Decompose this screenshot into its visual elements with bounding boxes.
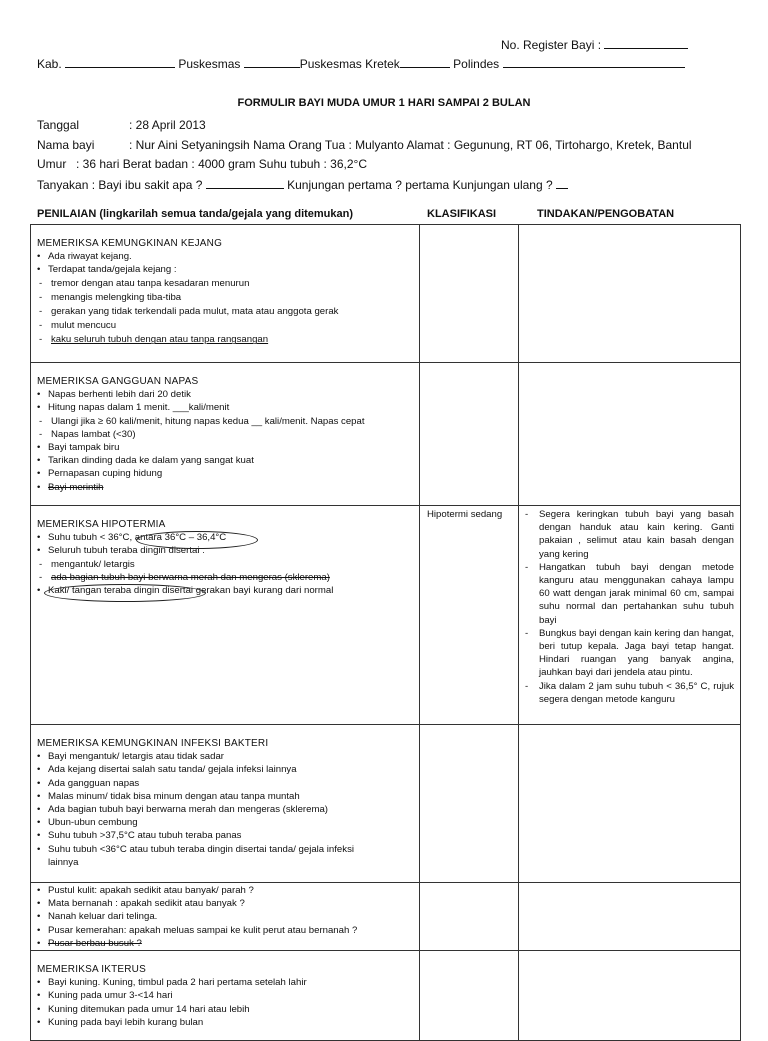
kab-label: Kab. bbox=[37, 57, 62, 71]
lokal-klasifikasi[interactable] bbox=[420, 883, 519, 951]
kejang-sign: - mulut mencucu bbox=[39, 319, 419, 333]
lokal-item: • Nanah keluar dari telinga. bbox=[37, 910, 419, 923]
register-line bbox=[501, 37, 688, 52]
napas-title: MEMERIKSA GANGGUAN NAPAS bbox=[37, 376, 199, 387]
row-napas bbox=[31, 363, 741, 506]
ikterus-item: • Kuning pada bayi lebih kurang bulan bbox=[37, 1016, 419, 1029]
tanggal-value: : 28 April 2013 bbox=[129, 118, 206, 132]
header-penilaian: PENILAIAN (lingkarilah semua tanda/gejala yang ditemukan) bbox=[37, 208, 354, 220]
tanyakan-field[interactable] bbox=[206, 177, 284, 189]
row-infeksi bbox=[31, 725, 741, 883]
row-hipotermia bbox=[31, 506, 741, 725]
tanggal-label: Tanggal bbox=[37, 118, 80, 132]
ikterus-title: MEMERIKSA IKTERUS bbox=[37, 964, 146, 976]
row-kejang bbox=[31, 225, 741, 363]
napas-sub: - Napas lambat (<30) bbox=[39, 428, 419, 441]
header-tindakan: TINDAKAN/PENGOBATAN bbox=[537, 208, 675, 220]
napas-item: • Bayi merintih bbox=[37, 481, 419, 494]
circle-mark bbox=[44, 584, 206, 602]
row-ikterus bbox=[31, 951, 741, 1041]
infeksi-item: • Ada bagian tubuh bayi berwarna merah dan mengeras (sklerema) bbox=[37, 803, 419, 816]
lokal-penilaian bbox=[31, 883, 420, 951]
infeksi-item: • Suhu tubuh >37,5°C atau tubuh teraba panas bbox=[37, 829, 419, 842]
tindakan-item: - Jika dalam 2 jam suhu tubuh < 36,5° C, rujuk segera dengan metode kanguru bbox=[523, 680, 734, 706]
umur-value: : 36 hari Berat badan : 4000 gram Suhu tubuh : 36,2°C bbox=[76, 157, 367, 171]
ikterus-item: • Kuning ditemukan pada umur 14 hari atau lebih bbox=[37, 1003, 419, 1016]
ikterus-item: • Bayi kuning. Kuning, timbul pada 2 hari pertama setelah lahir bbox=[37, 976, 419, 989]
infeksi-tindakan[interactable] bbox=[519, 725, 741, 883]
kejang-item: • Terdapat tanda/gejala kejang : bbox=[37, 263, 419, 276]
napas-item: • Napas berhenti lebih dari 20 detik bbox=[37, 388, 419, 401]
puskesmas-field[interactable] bbox=[244, 56, 300, 68]
lokal-item: • Pusar kemerahan: apakah meluas sampai ke kulit perut atau bernanah ? bbox=[37, 924, 419, 937]
hipotermia-tindakan[interactable] bbox=[519, 506, 741, 725]
lokal-item: • Pusar berbau busuk ? bbox=[37, 937, 419, 950]
puskesmas-value-line bbox=[400, 56, 450, 68]
puskesmas-value: Puskesmas Kretek bbox=[299, 57, 400, 71]
napas-sub: - Ulangi jika ≥ 60 kali/menit, hitung napas kedua __ kali/menit. Napas cepat bbox=[39, 415, 419, 428]
tanyakan-text: Tanyakan : Bayi ibu sakit apa ? bbox=[37, 178, 203, 192]
napas-item: • Tarikan dinding dada ke dalam yang sangat kuat bbox=[37, 454, 419, 467]
kunjungan-field[interactable] bbox=[556, 177, 568, 189]
napas-item: • Hitung napas dalam 1 menit. ___kali/menit bbox=[37, 401, 419, 414]
infeksi-item: • Suhu tubuh <36°C atau tubuh teraba dingin disertai tanda/ gejala infeksi lainnya bbox=[37, 843, 419, 869]
kab-field[interactable] bbox=[65, 56, 175, 68]
kejang-sign: - menangis melengking tiba-tiba bbox=[39, 291, 419, 305]
lokal-item: • Pustul kulit: apakah sedikit atau banyak/ parah ? bbox=[37, 884, 419, 897]
infeksi-item: • Bayi mengantuk/ letargis atau tidak sadar bbox=[37, 750, 419, 763]
klasifikasi-value: Hipotermi sedang bbox=[427, 509, 503, 520]
lokal-item: • Mata bernanah : apakah sedikit atau banyak ? bbox=[37, 897, 419, 910]
lokal-tindakan[interactable] bbox=[519, 883, 741, 951]
kejang-penilaian bbox=[31, 225, 420, 363]
tanyakan-line bbox=[37, 177, 568, 192]
infeksi-item: • Malas minum/ tidak bisa minum dengan atau tanpa muntah bbox=[37, 790, 419, 803]
napas-item: • Bayi tampak biru bbox=[37, 441, 419, 454]
hipotermia-item: • Suhu tubuh < 36°C, antara 36°C – 36,4°C bbox=[37, 531, 419, 544]
kejang-sign: - kaku seluruh tubuh dengan atau tanpa rangsangan bbox=[39, 333, 419, 347]
kejang-item: • Ada riwayat kejang. bbox=[37, 250, 419, 263]
napas-penilaian bbox=[31, 363, 420, 506]
kejang-sign: - tremor dengan atau tanpa kesadaran menurun bbox=[39, 277, 419, 291]
ikterus-item: • Kuning pada umur 3-<14 hari bbox=[37, 989, 419, 1002]
hipotermia-sub: - mengantuk/ letargis bbox=[39, 558, 419, 571]
infeksi-item: • Ada gangguan napas bbox=[37, 777, 419, 790]
register-field[interactable] bbox=[604, 37, 688, 49]
polindes-field[interactable] bbox=[503, 56, 685, 68]
nama-label: Nama bayi bbox=[37, 138, 95, 152]
puskesmas-label: Puskesmas bbox=[178, 57, 241, 71]
hipotermia-penilaian bbox=[31, 506, 420, 725]
nama-value: : Nur Aini Setyaningsih Nama Orang Tua : Mulyanto Alamat : Gegunung, RT 06, Tirtohargo, Kretek, Bantul bbox=[129, 138, 692, 152]
infeksi-item: • Ada kejang disertai salah satu tanda/ gejala infeksi lainnya bbox=[37, 763, 419, 776]
kejang-klasifikasi[interactable] bbox=[420, 225, 519, 363]
infeksi-penilaian bbox=[31, 725, 420, 883]
register-label: No. Register Bayi : bbox=[501, 38, 602, 52]
ikterus-klasifikasi[interactable] bbox=[420, 951, 519, 1041]
napas-tindakan[interactable] bbox=[519, 363, 741, 506]
kejang-tindakan[interactable] bbox=[519, 225, 741, 363]
infeksi-title: MEMERIKSA KEMUNGKINAN INFEKSI BAKTERI bbox=[37, 738, 269, 749]
hipotermia-item: • Seluruh tubuh teraba dingin disertai : bbox=[37, 544, 419, 557]
tindakan-item: - Hangatkan tubuh bayi dengan metode kanguru atau menggunakan cahaya lampu 60 watt dengan jarak minimal 60 cm, sampai suhu normal dan pertahankan suhu tubuh bayi bbox=[523, 561, 734, 627]
infeksi-klasifikasi[interactable] bbox=[420, 725, 519, 883]
kejang-title: MEMERIKSA KEMUNGKINAN KEJANG bbox=[37, 238, 223, 249]
header-klasifikasi: KLASIFIKASI bbox=[427, 208, 497, 220]
location-line bbox=[37, 56, 685, 71]
infeksi-item: • Ubun-ubun cembung bbox=[37, 816, 419, 829]
polindes-label: Polindes bbox=[453, 57, 500, 71]
assessment-table bbox=[30, 224, 741, 1041]
ikterus-penilaian bbox=[31, 951, 420, 1041]
tindakan-item: - Bungkus bayi dengan kain kering dan hangat, beri tutup kepala. Jaga bayi tetap hangat. Hindari ruangan yang banyak angina, jauhkan bayi dari jendela atau pintu. bbox=[523, 627, 734, 680]
napas-klasifikasi[interactable] bbox=[420, 363, 519, 506]
kunjungan-text: Kunjungan pertama ? pertama Kunjungan ulang ? bbox=[287, 178, 553, 192]
hipotermia-sub: - ada bagian tubuh bayi berwarna merah dan mengeras (sklerema) bbox=[39, 571, 419, 584]
hipotermia-title: MEMERIKSA HIPOTERMIA bbox=[37, 519, 166, 530]
hipotermia-klasifikasi[interactable] bbox=[420, 506, 519, 725]
kejang-sign: - gerakan yang tidak terkendali pada mulut, mata atau anggota gerak bbox=[39, 305, 419, 319]
napas-item: • Pernapasan cuping hidung bbox=[37, 467, 419, 480]
ikterus-tindakan[interactable] bbox=[519, 951, 741, 1041]
tindakan-item: - Segera keringkan tubuh bayi yang basah dengan handuk atau kain kering. Ganti pakaian , selimut atau kain basah dengan yang kering bbox=[523, 508, 734, 561]
hipotermia-item: • Kaki/ tangan teraba dingin disertai gerakan bayi kurang dari normal bbox=[37, 584, 419, 597]
row-lokal bbox=[31, 883, 741, 951]
umur-label: Umur bbox=[37, 157, 67, 171]
circle-mark bbox=[136, 531, 258, 549]
form-title: FORMULIR BAYI MUDA UMUR 1 HARI SAMPAI 2 BULAN bbox=[237, 97, 531, 109]
